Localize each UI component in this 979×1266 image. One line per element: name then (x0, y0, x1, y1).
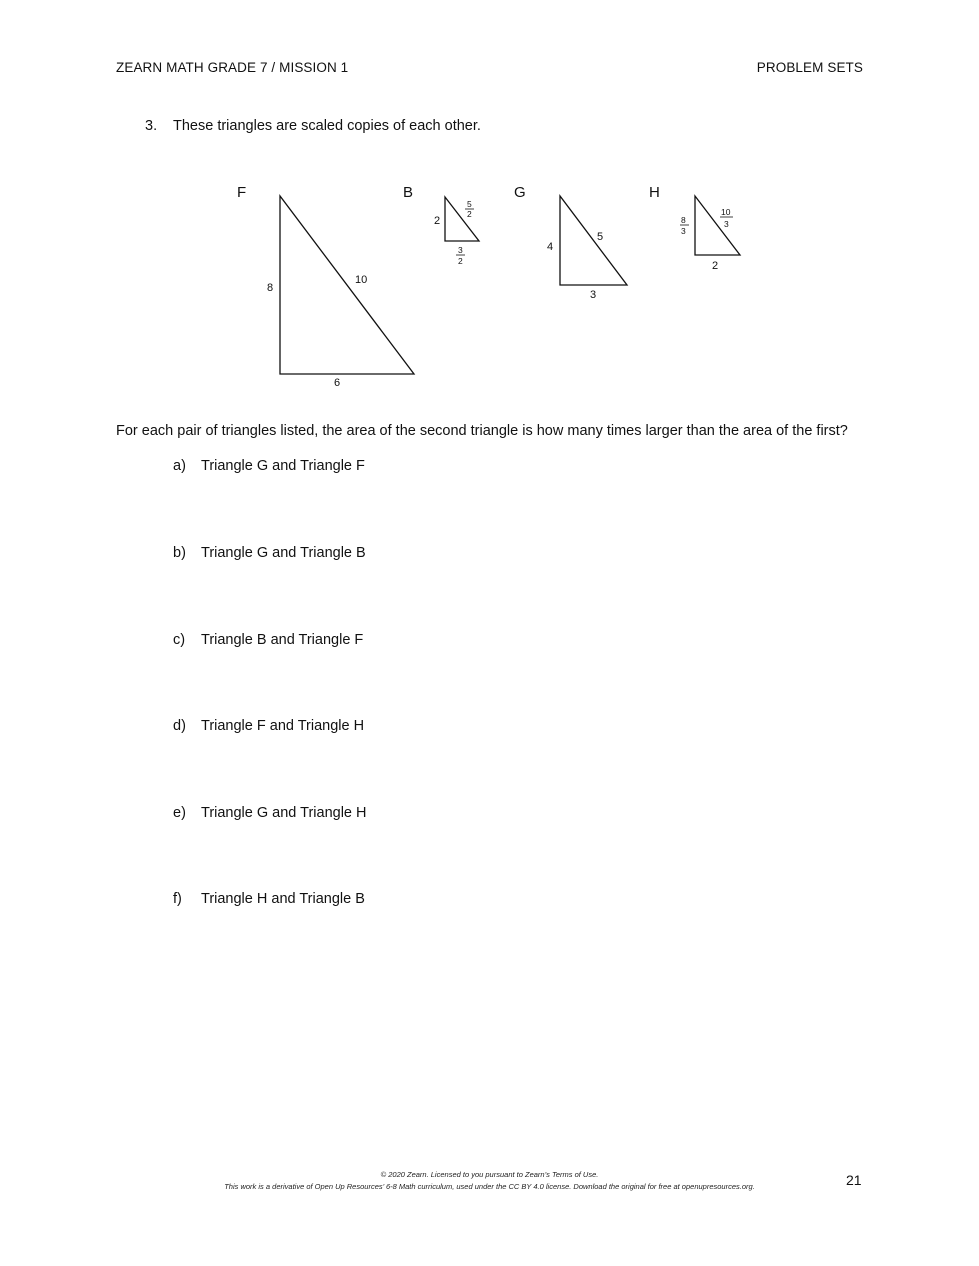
part-e (173, 805, 367, 821)
part-text: Triangle B and Triangle F (201, 632, 364, 648)
triangle-h-vert-den: 3 (681, 226, 686, 236)
triangle-b (445, 197, 479, 241)
triangle-h-hyp-num: 10 (721, 207, 731, 217)
triangle-b-hyp-den: 2 (467, 209, 472, 219)
triangle-g (560, 196, 627, 285)
triangle-b-vertical: 2 (434, 215, 441, 227)
part-c (173, 632, 363, 648)
part-label: b) (173, 545, 186, 561)
part-text: Triangle F and Triangle H (201, 718, 365, 734)
triangles-figure (0, 170, 979, 400)
prompt-text: For each pair of triangles listed, the area of the second triangle is how many times larger than the area of the first? (116, 423, 848, 439)
footer-copyright: © 2020 Zearn. Licensed to you pursuant to Zearn’s Terms of Use. (380, 1170, 599, 1179)
triangle-b-base-den: 2 (458, 256, 463, 266)
triangle-f (280, 196, 414, 374)
triangle-h-name: H (649, 184, 660, 201)
triangle-f-name: F (237, 184, 247, 201)
triangle-g-hypotenuse: 5 (597, 231, 604, 243)
part-text: Triangle G and Triangle F (201, 458, 365, 474)
question-number: 3. (145, 118, 158, 134)
page-number: 21 (846, 1172, 862, 1188)
part-b (173, 545, 366, 561)
header-title: ZEARN MATH GRADE 7 / MISSION 1 (116, 60, 349, 75)
triangle-g-vertical: 4 (547, 241, 554, 253)
triangle-f-hypotenuse: 10 (355, 274, 368, 286)
triangle-b-hyp-num: 5 (467, 199, 472, 209)
triangle-f-vertical: 8 (267, 282, 274, 294)
triangle-f-base: 6 (334, 377, 341, 389)
triangle-h-base: 2 (712, 260, 719, 272)
part-label: c) (173, 632, 186, 648)
part-label: e) (173, 805, 186, 821)
triangle-g-name: G (514, 184, 526, 201)
header-section: PROBLEM SETS (756, 60, 863, 75)
part-a (173, 458, 365, 474)
part-text: Triangle G and Triangle H (201, 805, 367, 821)
part-d (173, 718, 364, 734)
question (145, 118, 481, 134)
footer-license: This work is a derivative of Open Up Resources’ 6-8 Math curriculum, used under the CC BY 4.0 license. Download the original for free at openupresources.org. (224, 1182, 755, 1191)
triangle-h (695, 196, 740, 255)
triangle-h-vert-num: 8 (681, 215, 686, 225)
part-label: a) (173, 458, 186, 474)
part-text: Triangle G and Triangle B (201, 545, 366, 561)
part-label: d) (173, 718, 186, 734)
triangle-b-base-num: 3 (458, 245, 463, 255)
part-f (173, 891, 365, 907)
triangle-h-hyp-den: 3 (724, 219, 729, 229)
part-text: Triangle H and Triangle B (201, 891, 365, 907)
triangle-b-name: B (403, 184, 414, 201)
triangle-g-base: 3 (590, 289, 597, 301)
part-label: f) (173, 891, 182, 907)
question-text: These triangles are scaled copies of each other. (173, 118, 481, 134)
